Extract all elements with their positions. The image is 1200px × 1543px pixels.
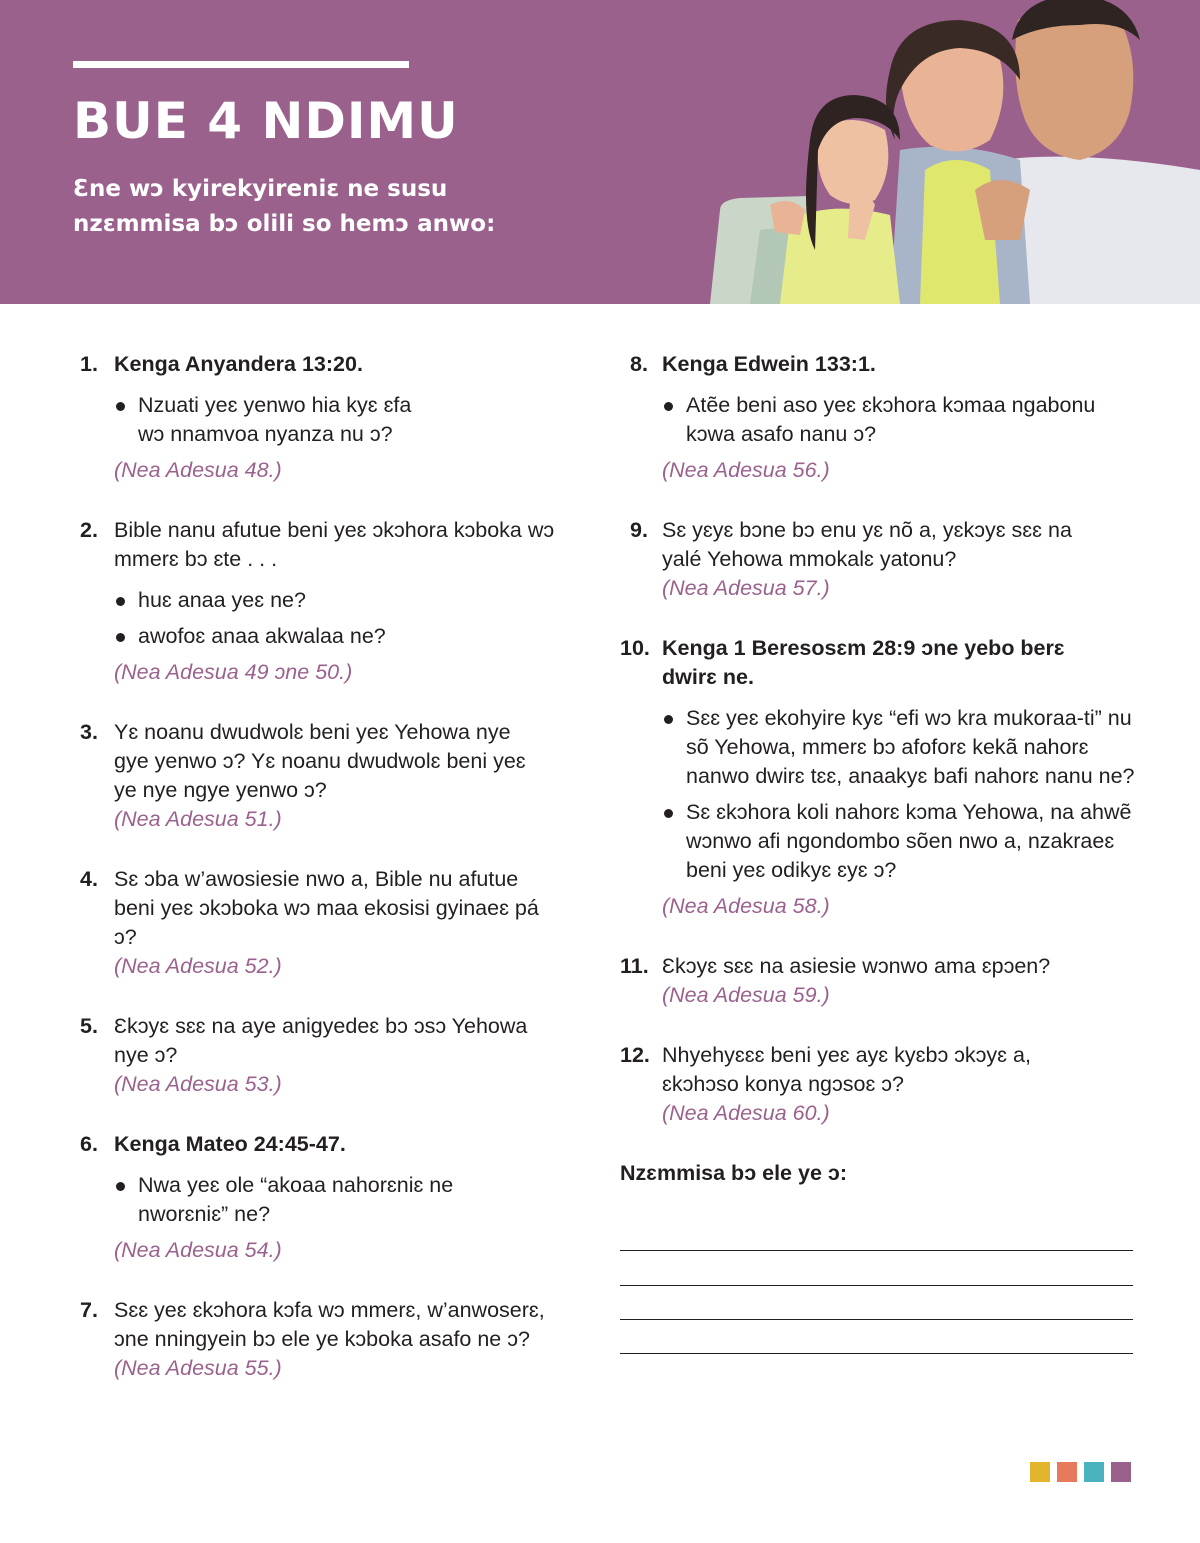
question-number: 8. [630, 352, 648, 376]
question-2 [80, 516, 580, 687]
question-number: 7. [80, 1298, 98, 1322]
lesson-reference: (Nea Adesua 53.) [114, 1072, 282, 1096]
lesson-reference: (Nea Adesua 49 ɔne 50.) [114, 660, 353, 684]
question-text: Sɛ ɔba w’awosiesie nwo a, Bible nu afutue beni yeɛ ɔkɔboka wɔ maa ekosisi gyinaeɛ pá ɔ? [114, 867, 539, 949]
question-number: 6. [80, 1132, 98, 1156]
questions-left-column [80, 350, 580, 1383]
question-number: 3. [80, 720, 98, 744]
answer-line [620, 1319, 1133, 1320]
question-number: 1. [80, 352, 98, 376]
question-number: 9. [630, 518, 648, 542]
question-text: Sɛɛ yeɛ ɛkɔhora kɔfa wɔ mmerɛ, w’anwoserɛ, ɔne nningyein bɔ ele ye kɔboka asafo ne ɔ? [114, 1298, 545, 1351]
question-8 [620, 350, 1140, 485]
question-12 [620, 1041, 1140, 1128]
question-9 [620, 516, 1140, 603]
swatch-purple [1111, 1462, 1131, 1482]
swatch-orange [1057, 1462, 1077, 1482]
question-text: Yɛ noanu dwudwolɛ beni yeɛ Yehowa nye gye yenwo ɔ? Yɛ noanu dwudwolɛ beni yeɛ ye nye ngye yenwo ɔ? [114, 720, 526, 802]
bullet-list [662, 391, 1140, 449]
answer-line [620, 1250, 1133, 1251]
question-lead: Kenga Mateo 24:45-47. [114, 1132, 346, 1156]
question-lead: Kenga Edwein 133:1. [662, 352, 876, 376]
lesson-reference: (Nea Adesua 52.) [114, 954, 282, 978]
bullet-item: awofoɛ anaa akwalaa ne? [114, 622, 580, 651]
lesson-reference: (Nea Adesua 56.) [662, 458, 830, 482]
answer-line [620, 1353, 1133, 1354]
question-number: 10. [620, 636, 650, 660]
question-6 [80, 1130, 580, 1265]
question-7 [80, 1296, 580, 1383]
question-lead: Kenga 1 Beresosɛm 28:9 ɔne yebo berɛ dwirɛ ne. [662, 636, 1065, 689]
question-number: 11. [620, 954, 649, 978]
questions-right-column [620, 350, 1140, 1188]
answer-section-label: Nzɛmmisa bɔ ele ye ɔ: [620, 1161, 847, 1185]
page-subtitle [73, 172, 543, 242]
family-praying-illustration [700, 0, 1200, 304]
question-5 [80, 1012, 580, 1099]
swatch-teal [1084, 1462, 1104, 1482]
header-rule [73, 61, 409, 68]
lesson-reference: (Nea Adesua 57.) [662, 576, 830, 600]
bullet-list [114, 391, 580, 449]
question-text: Ɛkɔyɛ sɛɛ na asiesie wɔnwo ama ɛpɔen? [662, 954, 1051, 978]
bullet-item: huɛ anaa yeɛ ne? [114, 586, 580, 615]
question-4 [80, 865, 580, 981]
question-text: Ɛkɔyɛ sɛɛ na aye anigyedeɛ bɔ ɔsɔ Yehowa nye ɔ? [114, 1014, 528, 1067]
bullet-list [114, 586, 580, 651]
question-number: 2. [80, 518, 98, 542]
lesson-reference: (Nea Adesua 51.) [114, 807, 282, 831]
question-text: Nhyehyɛɛɛ beni yeɛ ayɛ kyɛbɔ ɔkɔyɛ a, ɛkɔhɔso konya ngɔsoɛ ɔ? [662, 1043, 1031, 1096]
bullet-item: Atẽe beni aso yeɛ ɛkɔhora kɔmaa ngabonu kɔwa asafo nanu ɔ? [662, 391, 1140, 449]
lesson-reference: (Nea Adesua 54.) [114, 1238, 282, 1262]
question-text: Bible nanu afutue beni yeɛ ɔkɔhora kɔboka wɔ mmerɛ bɔ ɛte . . . [114, 518, 555, 571]
bullet-item: Nwa yeɛ ole “akoaa nahorɛniɛ ne nworɛniɛ” ne? [114, 1171, 483, 1229]
bullet-item: Sɛ ɛkɔhora koli nahorɛ kɔma Yehowa, na ahwẽ wɔnwo afi ngondombo sõen nwo a, nzakraeɛ beni yeɛ odikyɛ ɛyɛ ɔ? [662, 798, 1140, 885]
bullet-item: Nzuati yeɛ yenwo hia kyɛ ɛfa wɔ nnamvoa nyanza nu ɔ? [114, 391, 438, 449]
question-3 [80, 718, 580, 834]
question-number: 4. [80, 867, 98, 891]
lesson-reference: (Nea Adesua 60.) [662, 1101, 830, 1125]
bullet-list [114, 1171, 580, 1229]
swatch-yellow [1030, 1462, 1050, 1482]
answer-line [620, 1285, 1133, 1286]
lesson-reference: (Nea Adesua 58.) [662, 894, 830, 918]
question-10 [620, 634, 1140, 921]
question-number: 5. [80, 1014, 98, 1038]
page-header [0, 0, 1200, 304]
lesson-reference: (Nea Adesua 48.) [114, 458, 282, 482]
bullet-item: Sɛɛ yeɛ ekohyire kyɛ “efi wɔ kra mukoraa-ti” nu sõ Yehowa, mmerɛ bɔ afoforɛ kekã nahorɛ nanwo dwirɛ tɛɛ, anaakyɛ bafi nahorɛ nanu ne? [662, 704, 1140, 791]
question-1 [80, 350, 580, 485]
page-title: BUE 4 NDIMU [73, 92, 459, 150]
question-lead: Kenga Anyandera 13:20. [114, 352, 363, 376]
question-text: Sɛ yɛyɛ bɔne bɔ enu yɛ nõ a, yɛkɔyɛ sɛɛ na yalé Yehowa mmokalɛ yatonu? [662, 518, 1072, 571]
subtitle-line-1: Ɛne wɔ kyirekyireniɛ ne susu [73, 176, 448, 202]
subtitle-line-2: nzɛmmisa bɔ olili so hemɔ anwo: [73, 211, 496, 237]
lesson-reference: (Nea Adesua 55.) [114, 1356, 282, 1380]
question-11 [620, 952, 1140, 1010]
bullet-list [662, 704, 1140, 885]
lesson-reference: (Nea Adesua 59.) [662, 983, 830, 1007]
question-number: 12. [620, 1043, 650, 1067]
